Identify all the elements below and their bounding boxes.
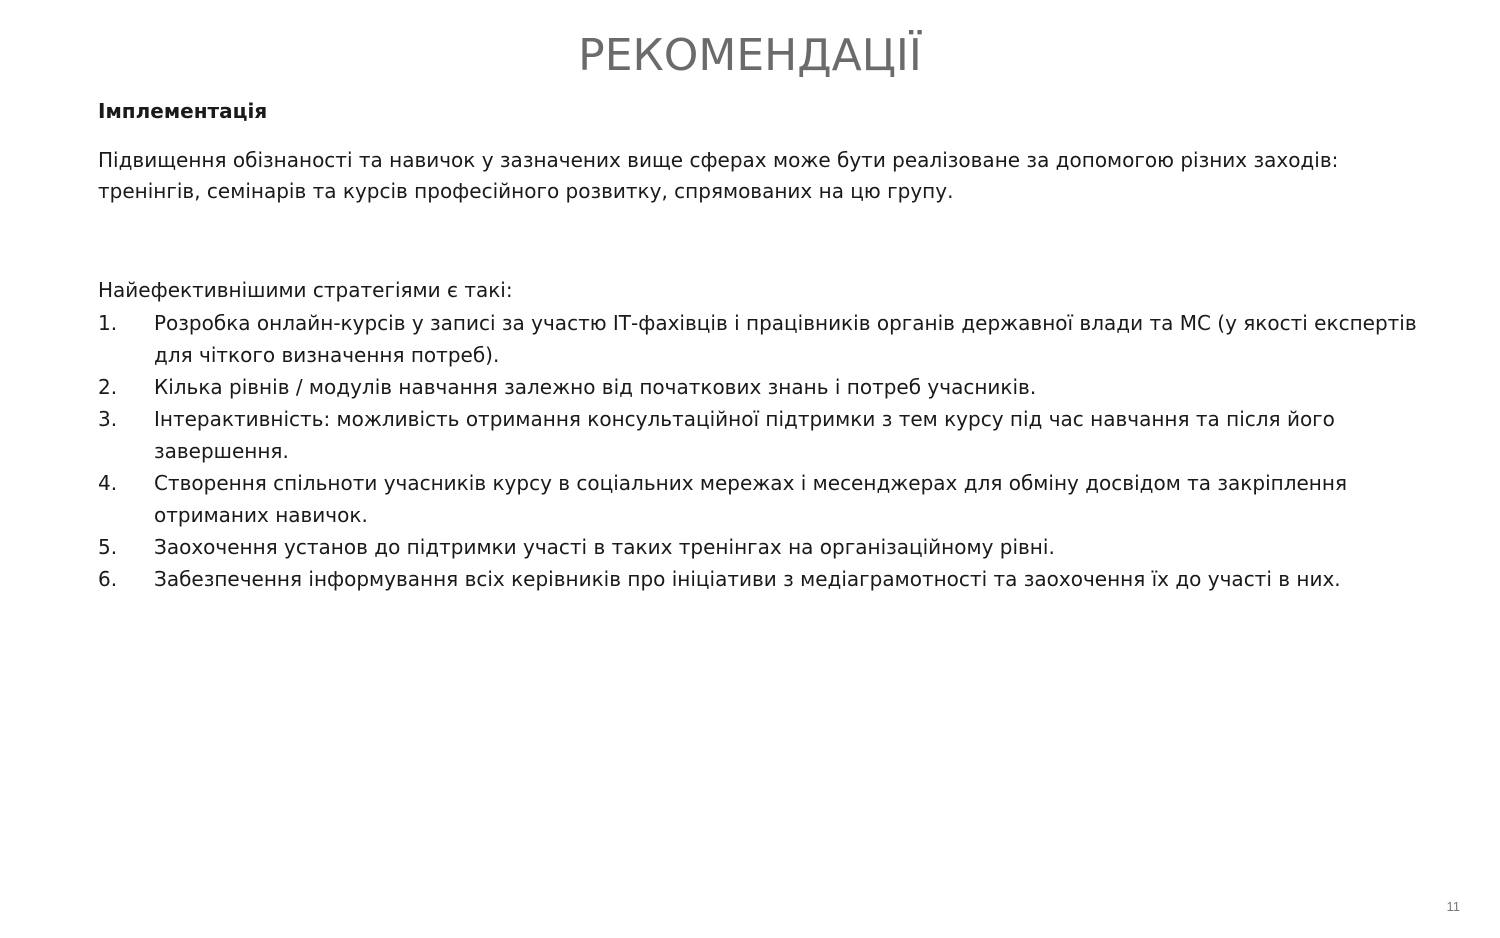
strategy-item	[98, 563, 1438, 595]
strategy-list	[98, 307, 1438, 595]
strategy-text: Створення спільноти учасників курсу в соціальних мережах і месенджерах для обміну досвідом та закріплення отриманих навичок.	[154, 471, 1347, 527]
strategy-item	[98, 531, 1438, 563]
strategy-text: Розробка онлайн-курсів у записі за участю ІТ-фахівців і працівників органів державної влади та МС (у якості експертів для чіткого визначення потреб).	[154, 311, 1417, 367]
strategy-number: 6.	[98, 567, 118, 591]
intro-paragraph: Підвищення обізнаності та навичок у зазначених вище сферах може бути реалізоване за допомогою різних заходів: тренінгів, семінарів та курсів професійного розвитку, спрямованих на цю групу.	[98, 148, 1339, 203]
strategy-number: 4.	[98, 471, 118, 495]
strategy-item	[98, 467, 1438, 531]
slide-title: РЕКОМЕНДАЦІЇ	[578, 30, 922, 81]
strategy-text: Забезпечення інформування всіх керівників про ініціативи з медіаграмотності та заохочення їх до участі в них.	[154, 567, 1341, 591]
strategy-text: Заохочення установ до підтримки участі в таких тренінгах на організаційному рівні.	[154, 535, 1055, 559]
strategy-item	[98, 307, 1438, 371]
strategy-item	[98, 403, 1438, 467]
strategy-number: 5.	[98, 535, 118, 559]
strategies-lead: Найефективнішими стратегіями є такі:	[98, 278, 513, 302]
strategy-item	[98, 371, 1438, 403]
strategy-text: Кілька рівнів / модулів навчання залежно від початкових знань і потреб учасників.	[154, 375, 1037, 399]
strategy-number: 1.	[98, 311, 118, 335]
section-heading: Імплементація	[98, 99, 268, 123]
strategy-number: 3.	[98, 407, 118, 431]
strategy-text: Інтерактивність: можливість отримання консультаційної підтримки з тем курсу під час навчання та після його завершення.	[154, 407, 1335, 463]
page-number: 11	[1446, 899, 1460, 914]
strategy-number: 2.	[98, 375, 118, 399]
